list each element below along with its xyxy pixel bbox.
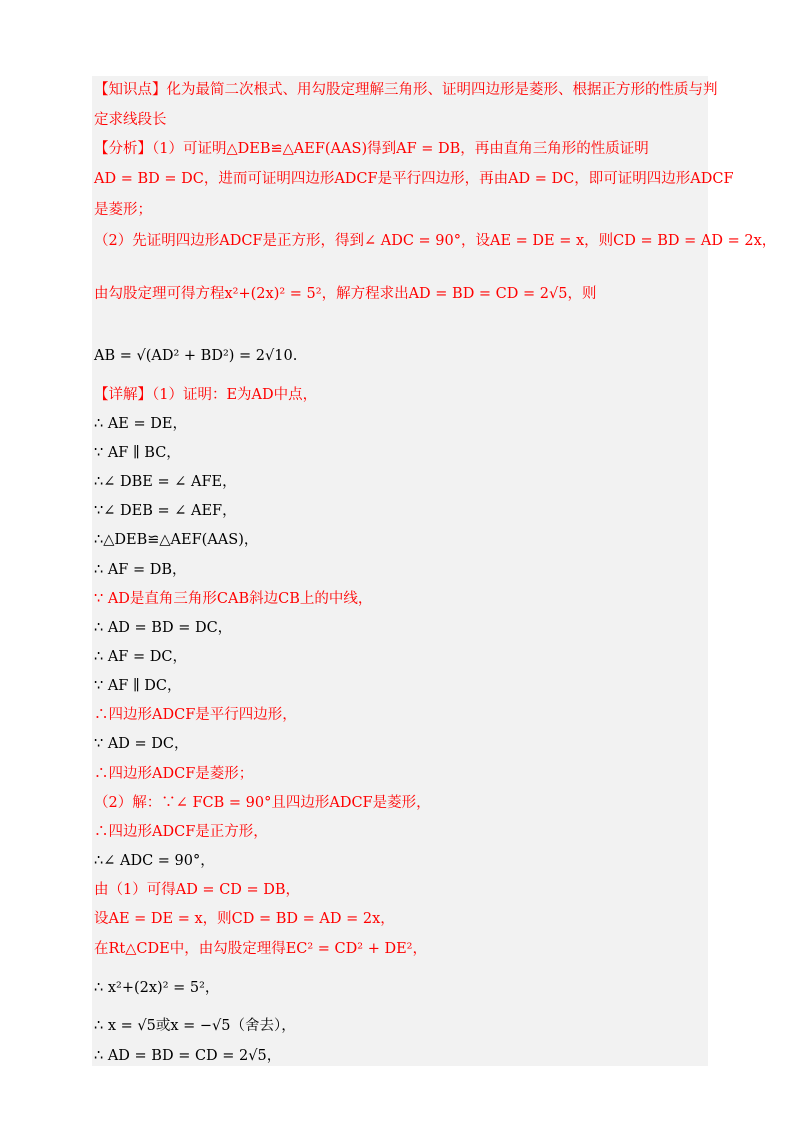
analysis-line-4: （2）先证明四边形ADCF是正方形，得到∠ ADC = 90°，设AE = DE = x，则CD = BD = AD = 2x， xyxy=(94,233,777,249)
detail-line-7: ∴ AF = DB， xyxy=(94,562,187,578)
detail-line-11: ∵ AF ∥ DC， xyxy=(94,678,182,694)
detail-line-22: ∴ x = √5或x = −√5（舍去）， xyxy=(94,1018,296,1034)
knowledge-line-1: 【知识点】化为最简二次根式、用勾股定理解三角形、证明四边形是菱形、根据正方形的性质与判 xyxy=(94,82,718,98)
detail-line-2: ∴ AE = DE， xyxy=(94,416,187,432)
analysis-line-3: 是菱形； xyxy=(94,202,152,218)
detail-line-13: ∵ AD = DC， xyxy=(94,736,189,752)
analysis-line-6: AB = √(AD² + BD²) = 2√10. xyxy=(94,348,298,364)
detail-line-19: 设AE = DE = x，则CD = BD = AD = 2x， xyxy=(94,911,395,927)
detail-line-3: ∵ AF ∥ BC， xyxy=(94,445,181,461)
detail-line-15: （2）解：∵∠ FCB = 90°且四边形ADCF是菱形， xyxy=(94,795,431,811)
detail-line-21: ∴ x²+(2x)² = 5²， xyxy=(94,980,220,996)
detail-line-10: ∴ AF = DC， xyxy=(94,649,187,665)
detail-line-23: ∴ AD = BD = CD = 2√5， xyxy=(94,1048,282,1064)
analysis-line-2: AD = BD = DC，进而可证明四边形ADCF是平行四边形，再由AD = DC，即可证明四边形ADCF xyxy=(94,171,734,187)
detail-line-14: ∴四边形ADCF是菱形； xyxy=(94,766,254,782)
analysis-line-5: 由勾股定理可得方程x²+(2x)² = 5²，解方程求出AD = BD = CD = 2√5，则 xyxy=(94,286,597,302)
detail-line-4: ∴∠ DBE = ∠ AFE， xyxy=(94,474,237,490)
detail-line-12: ∴四边形ADCF是平行四边形， xyxy=(94,707,297,723)
analysis-line-1: 【分析】（1）可证明△DEB≌△AEF(AAS)得到AF = DB，再由直角三角形的性质证明 xyxy=(94,141,649,157)
knowledge-line-2: 定求线段长 xyxy=(94,112,167,128)
detail-line-6: ∴△DEB≌△AEF(AAS)， xyxy=(94,532,259,548)
detail-line-16: ∴四边形ADCF是正方形， xyxy=(94,824,268,840)
detail-line-5: ∵∠ DEB = ∠ AEF， xyxy=(94,503,237,519)
detail-line-8: ∵ AD是直角三角形CAB斜边CB上的中线， xyxy=(94,591,373,607)
detail-line-17: ∴∠ ADC = 90°， xyxy=(94,853,215,869)
detail-line-1: 【详解】（1）证明：E为AD中点， xyxy=(94,387,318,403)
detail-line-20: 在Rt△CDE中，由勾股定理得EC² = CD² + DE²， xyxy=(94,941,427,957)
detail-line-18: 由（1）可得AD = CD = DB， xyxy=(94,882,301,898)
detail-line-9: ∴ AD = BD = DC， xyxy=(94,620,233,636)
